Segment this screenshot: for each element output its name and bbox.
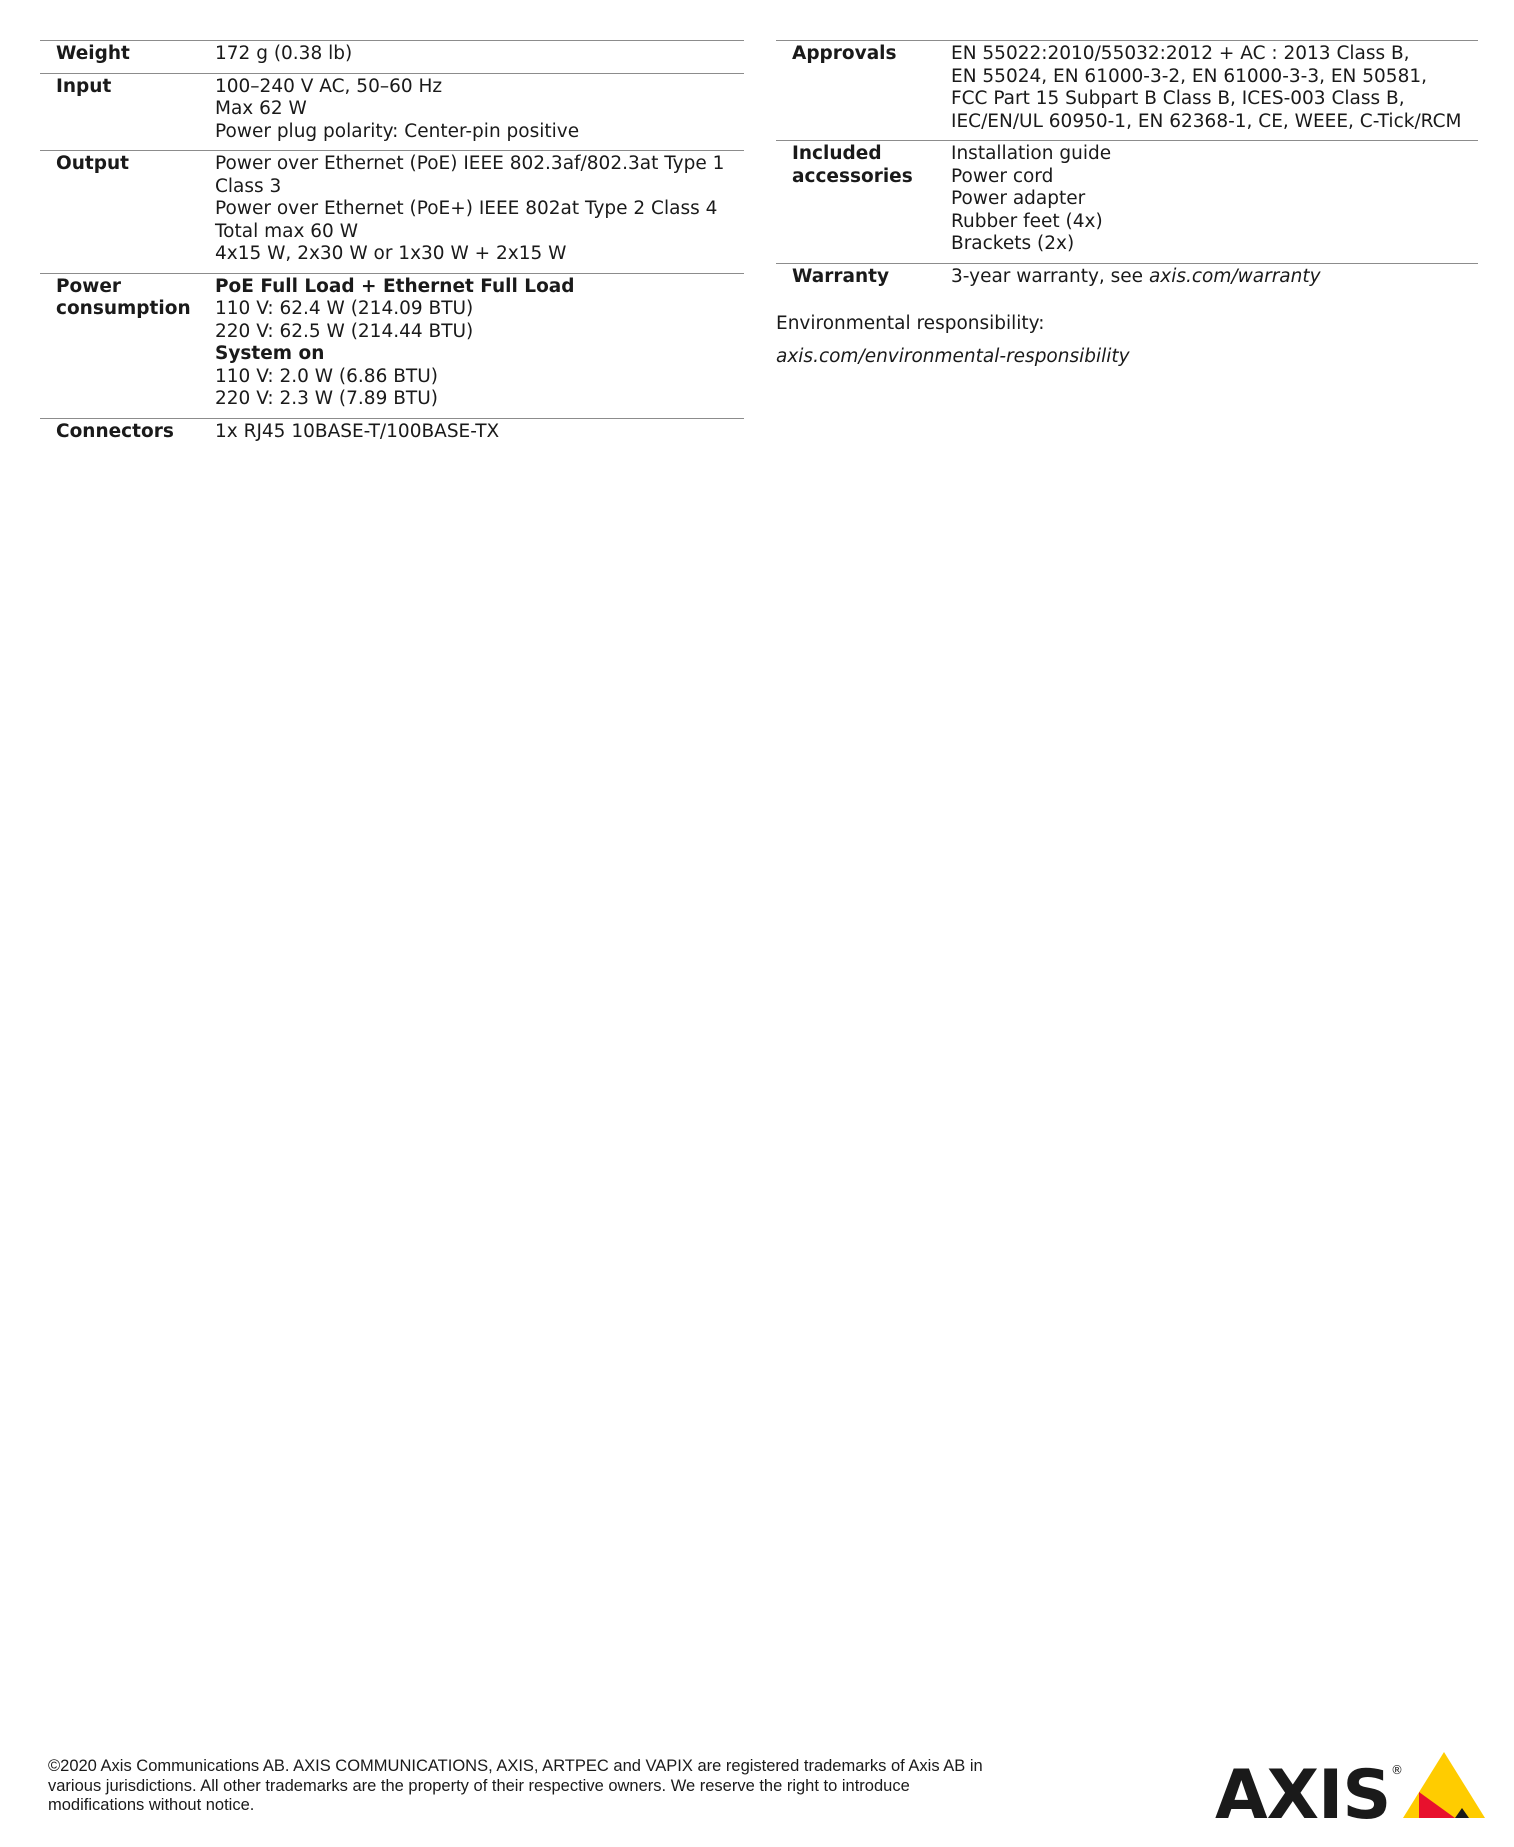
spec-label: Connectors [56,420,174,442]
spec-value-text: Brackets (2x) [951,233,1075,254]
spec-value-line [951,266,1478,289]
spec-label: Output [56,153,129,174]
spec-value-line [951,88,1478,111]
spec-value-line [215,76,744,99]
spec-value-text: Power cord [951,165,1054,187]
axis-logo [1215,1748,1485,1824]
spec-value-line [215,198,744,221]
spec-value-text: 110 V: 2.0 W (6.86 BTU) [215,365,438,387]
environmental-link[interactable]: axis.com/environmental-responsibility [776,345,1130,367]
spec-label: Approvals [792,43,897,64]
spec-value-text: IEC/EN/UL 60950-1, EN 62368-1, CE, WEEE, C-Tick/RCM [951,110,1462,132]
spec-value-text: 1x RJ45 10BASE-T/100BASE-TX [215,420,500,442]
spec-value-text: EN 55022:2010/55032:2012 + AC : 2013 Class B, [951,43,1410,64]
spec-value [215,41,744,74]
spec-value-line [951,143,1478,166]
spec-value-line [215,388,744,411]
right-spec-row [776,263,1478,295]
spec-value-line [215,243,744,266]
spec-value-line [951,43,1478,66]
spec-value [951,263,1478,295]
spec-value-line [215,153,744,198]
warranty-link[interactable]: axis.com/warranty [1148,265,1321,287]
spec-value-text: 3-year warranty, see [951,265,1149,287]
spec-label: Included accessories [792,143,913,187]
spec-value-text: PoE Full Load + Ethernet Full Load [215,275,575,297]
left-spec-row [40,418,744,450]
axis-logo-wordmark: AXIS [1215,1756,1391,1820]
left-spec-table [40,40,744,450]
spec-value-text: Power plug polarity: Center-pin positive [215,120,580,142]
spec-value-line [951,111,1478,134]
spec-value [951,41,1478,141]
spec-value-text: Power over Ethernet (PoE+) IEEE 802at Type 2 Class 4 [215,198,718,219]
spec-label: Input [56,75,112,97]
left-spec-row [40,41,744,74]
right-spec-row [776,41,1478,141]
spec-value-text: System on [215,343,325,364]
spec-value-line [215,221,744,244]
left-spec-row [40,273,744,418]
spec-value-line [215,121,744,144]
spec-value-line [215,298,744,321]
spec-value [215,73,744,151]
spec-value-text: Total max 60 W [215,220,358,242]
spec-value-line [951,66,1478,89]
left-spec-row [40,151,744,274]
logo-triangle-yellow [1403,1752,1485,1818]
footer-legal-text: ©2020 Axis Communications AB. AXIS COMMUNICATIONS, AXIS, ARTPEC and VAPIX are registered trademarks of Axis AB in various jurisdictions. All other trademarks are the property of their respective owners. We reserve the right to introduce modifications without notice. [48,1757,983,1814]
left-spec-column [40,40,744,450]
spec-value-line [215,276,744,299]
spec-value-text: 4x15 W, 2x30 W or 1x30 W + 2x15 W [215,243,567,264]
spec-value-line [215,321,744,344]
spec-value-line [215,343,744,366]
spec-value-line [215,366,744,389]
spec-value-line [951,166,1478,189]
spec-value-line [951,188,1478,211]
spec-label: Warranty [792,265,890,287]
spec-value-text: 220 V: 2.3 W (7.89 BTU) [215,388,438,409]
right-spec-column [776,40,1478,367]
spec-value-text: Installation guide [951,143,1112,164]
spec-value-text: 220 V: 62.5 W (214.44 BTU) [215,320,474,342]
environmental-label: Environmental responsibility: [776,313,1045,334]
spec-value-text: Power adapter [951,188,1086,209]
spec-value-text: Power over Ethernet (PoE) IEEE 802.3af/802.3at Type 1 Class 3 [215,153,725,197]
spec-value-line [951,233,1478,256]
spec-value-text: 100–240 V AC, 50–60 Hz [215,75,443,97]
left-spec-row [40,73,744,151]
spec-value-line [215,43,744,66]
spec-value [215,273,744,418]
right-spec-table [776,40,1478,295]
spec-value-text: 172 g (0.38 lb) [215,43,353,64]
spec-value-line [215,421,744,444]
registered-mark: ® [1391,1763,1403,1777]
right-spec-row [776,141,1478,264]
spec-value [215,151,744,274]
spec-value-text: EN 55024, EN 61000-3-2, EN 61000-3-3, EN 50581, [951,65,1427,87]
spec-value-line [951,211,1478,234]
spec-value-text: 110 V: 62.4 W (214.09 BTU) [215,298,474,319]
spec-value [951,141,1478,264]
spec-label: Power consumption [56,275,191,319]
spec-value-text: FCC Part 15 Subpart B Class B, ICES-003 Class B, [951,88,1405,109]
spec-value-text: Rubber feet (4x) [951,210,1103,232]
spec-value-line [215,98,744,121]
spec-value [215,418,744,450]
spec-label: Weight [56,43,130,64]
spec-value-text: Max 62 W [215,98,307,119]
